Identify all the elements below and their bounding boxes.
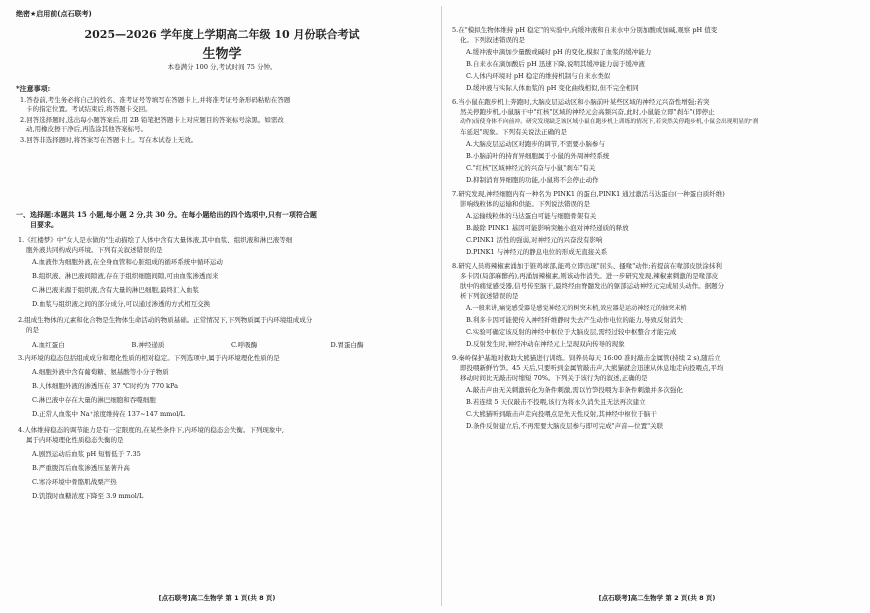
answer-option: C.呼吸酶 (231, 341, 258, 349)
answer-option: B.若连续 5 天仅敲击不投喂,该行为将永久消失且无法再次建立 (466, 398, 646, 406)
question-stem: 多卡因(局部麻醉药),再涌加辣椒素,则该动作消失。进一步研究发现,辣椒素刺激的是喙部皮 (460, 272, 719, 280)
answer-option: B.严重腹泻后血浆渗透压显著升高 (32, 464, 130, 472)
answer-option: C.淋巴液中存在大量的淋巴细胞和吞噬细胞 (32, 396, 156, 404)
question-stem: 7.研究发现,神经细胞内有一种名为 PINK1 的蛋白,PINK1 通过激活马达蛋白(一种蛋白质纤维) (452, 190, 725, 198)
answer-option: D.正常人血浆中 Na⁺浓度维持在 137~147 mmol/L (32, 410, 185, 418)
note-line: 1.答卷前,考生务必将自己的姓名、准考证号等填写在答题卡上,并将准考证号条形码粘贴在答题 (20, 96, 291, 104)
answer-option: A.缓冲液中滴加少量酸或碱时 pH 的变化,模拟了血浆的缓冲能力 (466, 48, 652, 56)
question-stem: 3.内环境的稳态包括组成成分和理化性质的相对稳定。下列选项中,属于内环境理化性质的是 (18, 354, 280, 362)
page-1 (12, 0, 432, 613)
question-stem: 车延迟"现象。下列有关说法正确的是 (460, 128, 567, 136)
question-stem: 8.研究人员将辣椒素涌加于锥鸡球部,能鸡立即出现"屈头、搔喙"动作;若提前在喙部皮肤涂抹利 (452, 262, 722, 270)
question-stem: 动作)而使身体不向前冲。研究发现缺乏该区域小鼠在跑步机上训练的情况下,若突然关停跑步机,小鼠会出现明显的"刹 (460, 119, 759, 125)
question-stem: 移动时间比无敲击时缩短 70%。下列关于该行为的叙述,正确的是 (460, 374, 648, 382)
exam-title: 2025—2026 学年度上学期高二年级 10 月份联合考试 (84, 28, 360, 41)
answer-options-row (32, 340, 430, 349)
answer-option: A.一般来讲,痛觉感受器是感觉神经元的树突末梢,效应器是运动神经元的轴突末梢 (466, 305, 687, 312)
question-stem: 化。下列叙述错误的是 (460, 36, 525, 44)
section-heading-line: 目要求。 (30, 220, 58, 229)
answer-option: C."红核"区域神经元的兴奋与小鼠"刹车"有关 (466, 164, 596, 172)
answer-option: D.反射发生时,神经冲动在神经元上呈现双向传导的现象 (466, 340, 625, 348)
answer-option: D.缓冲液与实际人体血浆的 pH 变化曲线相似,但不完全相同 (466, 84, 639, 92)
answer-option: A.运输线粒体的马达蛋白可能与细胞骨架有关 (466, 212, 597, 220)
answer-option: A.大脑皮层运动区对跑步的调节,不需要小脑参与 (466, 140, 605, 148)
question-stem: 的是 (26, 326, 39, 334)
answer-option: D.饥饿时血糖浓度下降至 3.9 mmol/L (32, 492, 144, 500)
page-2 (452, 0, 862, 613)
answer-option: C.人体内环境对 pH 稳定的维持机制与自来水类似 (466, 72, 611, 80)
answer-option: A.血液作为细胞外液,在全身血管和心脏组成的循环系统中循环运动 (32, 258, 223, 266)
answer-option: C.实验可确定该反射的神经中枢位于大脑皮层,需经过较中枢整合才能完成 (466, 328, 677, 336)
answer-option: A.敲击声由无关刺激转化为条件刺激,需以竹笋投喂为非条件刺激并多次强化 (466, 386, 683, 394)
question-stem: 即投喂新鲜竹笋。45 天后,只要听到金属管敲击声,大熊猫就会迅速从休息地走向投喂点,平均 (460, 364, 724, 372)
section-heading-line: 一、选择题:本题共 15 小题,每小题 2 分,共 30 分。在每小题给出的四个选项中,只有一项符合题 (16, 210, 317, 219)
question-stem: 胞外液共同构成内环境。下列有关叙述错误的是 (26, 246, 163, 254)
question-stem: 5.在"模拟生物体维持 pH 稳定"的实验中,向缓冲液和自来水中分别加酸或加碱,观察 pH 值变 (452, 26, 718, 34)
answer-option: A.细胞外液中含有葡萄糖、氨基酸等小分子物质 (32, 368, 169, 376)
answer-option: C.PINK1 活性的强弱,对神经元的兴奋没有影响 (466, 236, 603, 244)
question-stem: 析下列叙述错误的是 (460, 292, 519, 300)
answer-option: B.人体细胞外液的渗透压在 37 ℃时约为 770 kPa (32, 382, 178, 390)
answer-option: B.自来水在滴加酸后 pH 迅速下降,说明其缓冲能力弱于缓冲液 (466, 60, 645, 68)
question-stem: 4.人体维持稳态的调节能力是有一定限度的,在某些条件下,内环境的稳态会失衡。下列现象中, (18, 426, 284, 434)
notes-heading: *注意事项: (16, 84, 51, 93)
question-stem: 肤中的痛觉感受器,信号传至脑干,最终经由脊髓发出的躯部运动神经元完成屈头动作。据题分 (460, 282, 725, 290)
answer-option: B.小脑前叶的持育异细胞属于小鼠的外周神经系统 (466, 152, 610, 160)
note-line: 2.回答选择题时,选出每小题答案后,用 2B 铅笔把答题卡上对应题目的答案标号涂黑。如需改 (20, 116, 284, 124)
answer-option: D.PINK1 与神经元的静息电位的形成无直接关系 (466, 248, 608, 256)
answer-option: B.利多卡因可能使传入神经纤维静时失去产生动作电位的能力,导致反射消失 (466, 316, 683, 324)
answer-option: D.抑制消育异细胞的功能,小鼠将不会停止动作 (466, 176, 599, 184)
note-line: 动,用橡皮擦干净后,再选涂其他答案标号。 (26, 125, 148, 133)
answer-option: C.大熊猫听到敲击声走向投喂点是先天性反射,其神经中枢位于脑干 (466, 410, 657, 418)
question-stem: 属于内环境理化性质稳态失衡的是 (26, 436, 124, 444)
answer-option: B.敲除 PINK1 基因可能影响突触小泡对神经递质的释放 (466, 224, 629, 232)
answer-option: D.胃蛋白酶 (330, 341, 364, 349)
question-stem: 9.秦岭保护基地对救助大熊猫进行训练。饲养员每天 16:00 准时敲击金属管(持续 2 s),随后立 (452, 354, 721, 362)
answer-option: A.血红蛋白 (32, 341, 65, 349)
answer-option: B.组织液、淋巴液间隙液,存在于组织细胞间隙,可由血浆渗透而来 (32, 272, 219, 280)
question-stem: 1.《红楼梦》中"女人是水做的"生动描绘了人体中含有大量体液,其中血浆、组织液和淋巴液等细 (18, 236, 293, 244)
page-divider (441, 6, 442, 606)
question-stem: 6.当小鼠在跑步机上奔跑时,大脑皮层运动区和小脑前叶某些区域的神经元兴奋性增强;若突 (452, 98, 710, 106)
exam-meta: 本卷满分 100 分,考试时间 75 分钟。 (167, 63, 277, 71)
answer-option: D.血浆与组织液之间的部分成分,可以通过渗透的方式相互交换 (32, 300, 211, 308)
section-heading (16, 210, 430, 230)
page-footer: [点石联考]高二生物学 第 1 页(共 8 页) (158, 594, 276, 602)
question-stem: 2.组成生物体的元素和化合物是生物体生命活动的物质基础。正常情况下,下列物质属于内环境组成成分 (18, 316, 313, 324)
note-line: 卡的指定位置。考试结束后,将答题卡交回。 (26, 105, 152, 113)
answer-option: B.神经递质 (131, 341, 165, 349)
note-line: 3.回答非选择题时,将答案写在答题卡上。写在本试卷上无效。 (20, 136, 198, 144)
answer-option: C.寒冷环境中骨骼肌战栗产热 (32, 478, 117, 486)
question-stem: 影响线粒体的运输和供能。下列说法错误的是 (460, 200, 590, 208)
page-footer: [点石联考]高二生物学 第 2 页(共 8 页) (598, 594, 716, 602)
answer-option: C.淋巴液来源于组织液,含有大量的淋巴细胞,最终汇入血浆 (32, 286, 199, 294)
answer-option: D.条件反射建立后,不再需要大脑皮层参与即可完成"声音—位置"关联 (466, 422, 664, 430)
answer-option: A.剧烈运动后血浆 pH 短暂低于 7.35 (32, 450, 141, 458)
exam-subject: 生物学 (202, 47, 242, 62)
question-stem: 然关停跑步机,小鼠脑干中"红核"区域的神经元会高频兴奋,此时,小鼠能立即"刹车"(即停止 (460, 108, 715, 116)
secret-label: 绝密★启用前(点石联考) (16, 10, 92, 18)
